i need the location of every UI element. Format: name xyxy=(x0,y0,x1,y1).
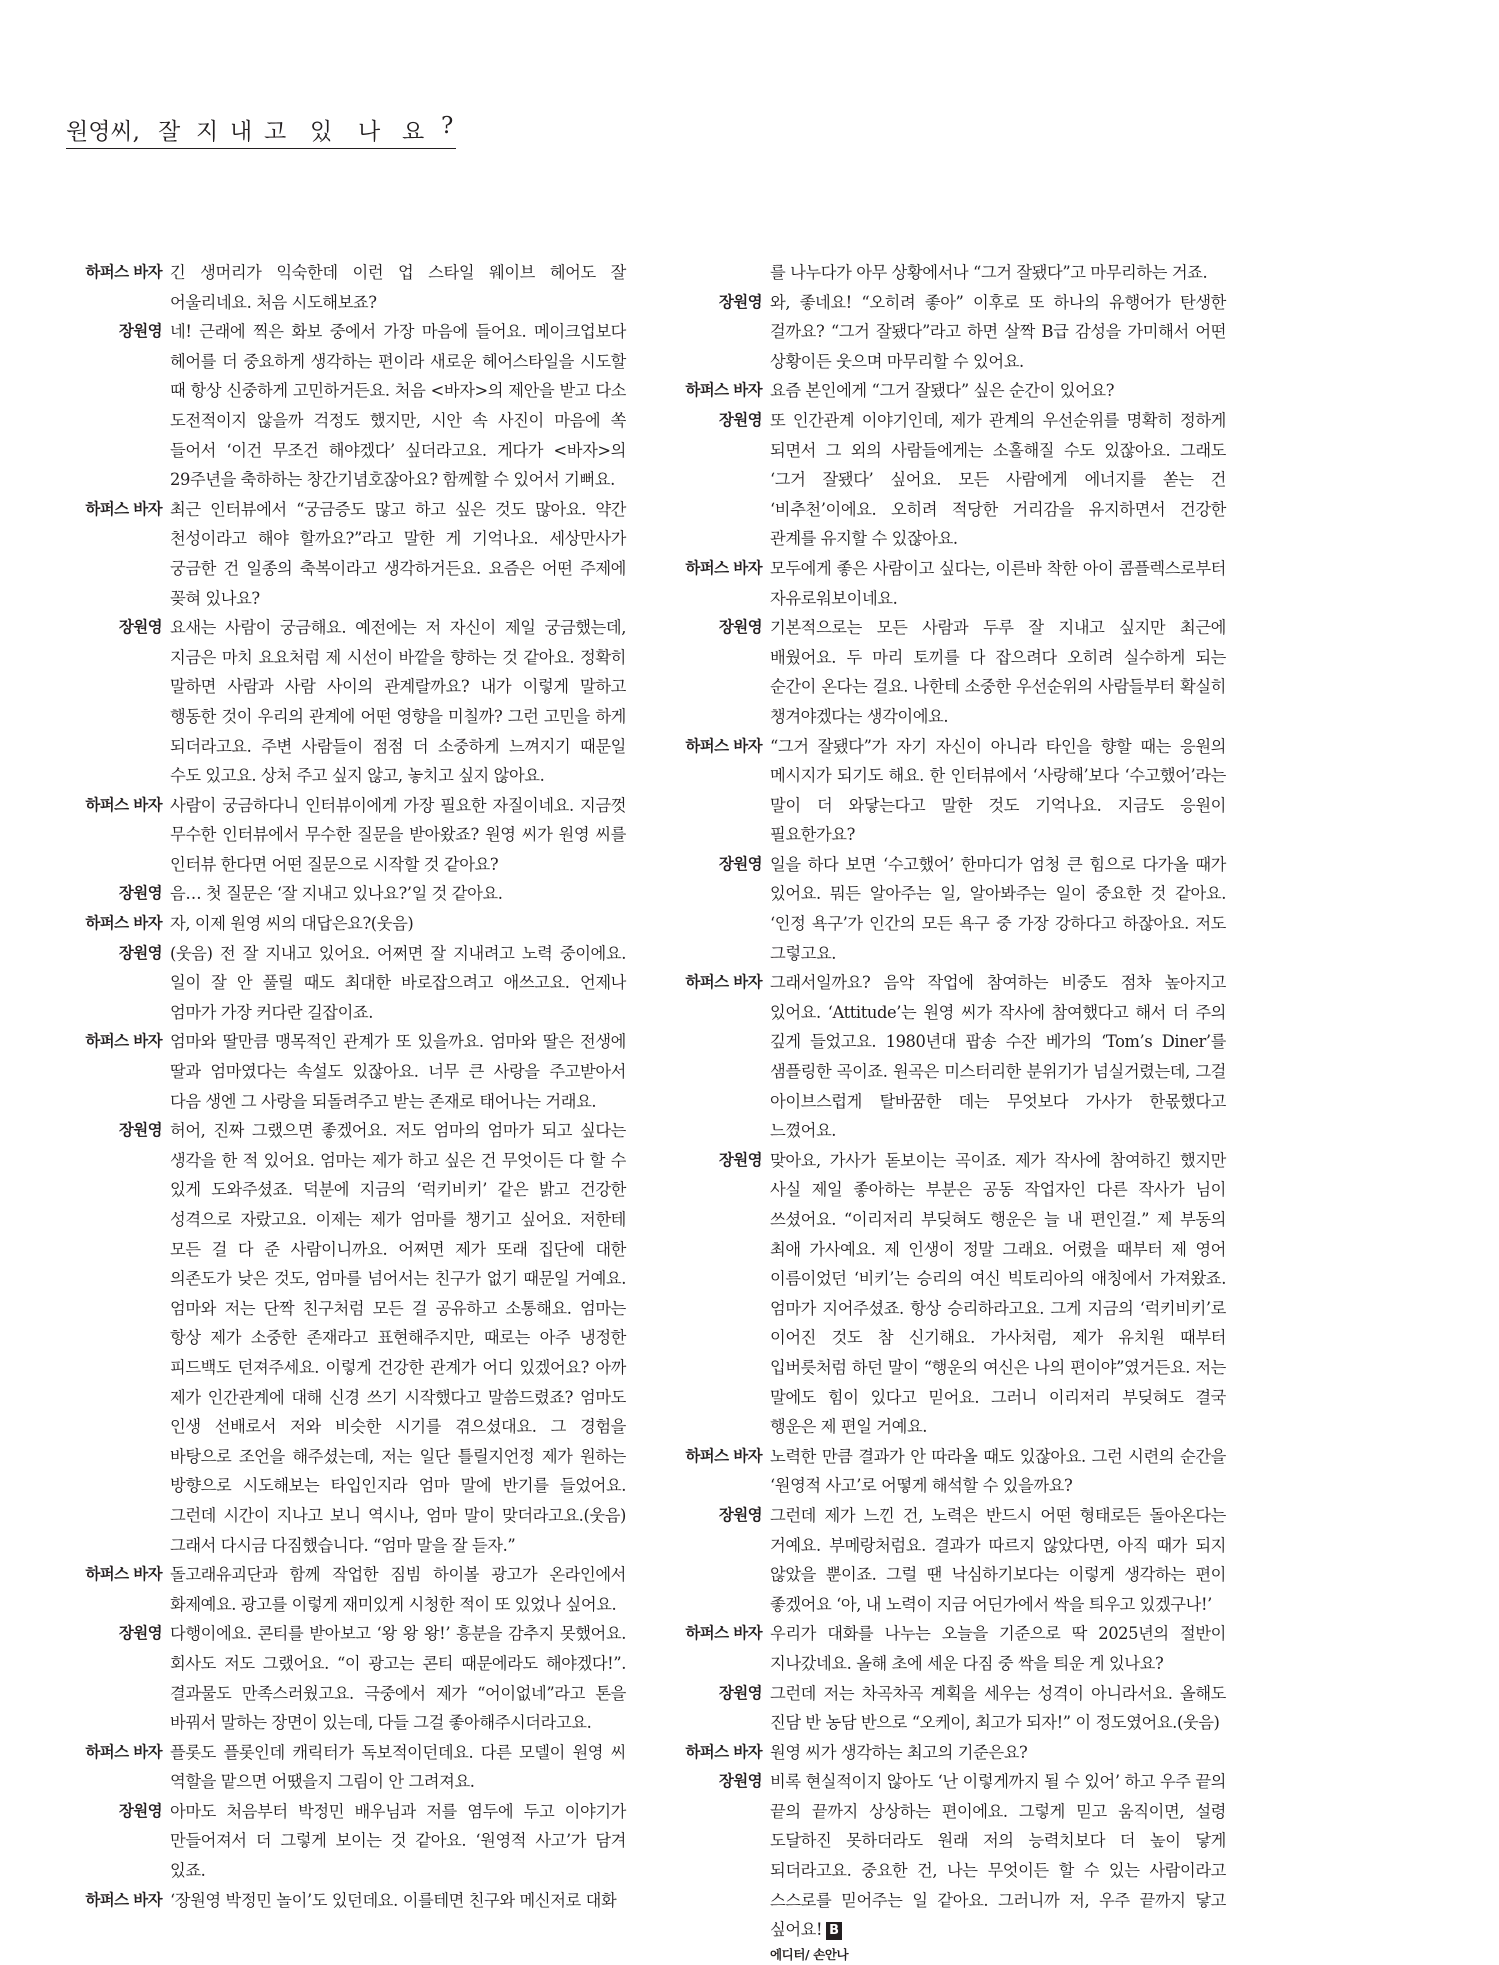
continued-text xyxy=(666,258,1226,288)
interview-right-column xyxy=(666,258,1226,1965)
paragraph-span: ‘장원영 박정민 놀이’도 있던데요. 이를테면 친구와 메신저로 대화 xyxy=(170,1890,617,1910)
speaker-interviewee: 장원영 xyxy=(118,1801,162,1820)
paragraph-span: 최근 인터뷰에서 “궁금증도 많고 하고 싶은 것도 많아요. 약간 천성이라고 해야 할까요?”라고 말한 게 기억나요. 세상만사가 궁금한 건 일종의 축복이라고 생각하거든요. 요즘은 어떤 주제에 꽂혀 있나요? xyxy=(170,499,626,608)
paragraph-span: 음… 첫 질문은 ‘잘 지내고 있나요?’일 것 같아요. xyxy=(170,884,503,904)
answer-block xyxy=(666,1501,1226,1619)
answer-block xyxy=(66,879,626,909)
question-block xyxy=(66,909,626,939)
editor-credit: 에디터/ 손안나 xyxy=(770,1946,849,1962)
speaker-interviewee: 장원영 xyxy=(718,1683,762,1702)
speaker-interviewer: 하퍼스 바자 xyxy=(85,795,162,814)
paragraph-text xyxy=(770,732,1226,850)
speaker-interviewer: 하퍼스 바자 xyxy=(685,1742,762,1761)
speaker-interviewee: 장원영 xyxy=(718,292,762,311)
paragraph-span: 원영 씨가 생각하는 최고의 기준은요? xyxy=(770,1742,1028,1762)
interview-left-column xyxy=(66,258,626,1915)
speaker-interviewee: 장원영 xyxy=(718,1150,762,1169)
paragraph-span: 요즘 본인에게 “그거 잘됐다” 싶은 순간이 있어요? xyxy=(770,381,1115,401)
paragraph-text xyxy=(770,850,1226,968)
speaker-interviewer: 하퍼스 바자 xyxy=(85,914,162,933)
question-block xyxy=(66,791,626,880)
paragraph-span: 다행이에요. 콘티를 받아보고 ‘왕 왕 왕!’ 흥분을 감추지 못했어요. 회사도 저도 그랬어요. “이 광고는 콘티 때문에라도 해야겠다!”. 결과물도 만족스러웠고요. 극중에서 제가 “어이없네”라고 톤을 바꿔서 말하는 장면이 있는데, 다들 그걸 좋아해주시더라고요. xyxy=(170,1624,626,1733)
paragraph-span: 엄마와 딸만큼 맹목적인 관계가 또 있을까요. 엄마와 딸은 전생에 딸과 엄마였다는 속설도 있잖아요. 너무 큰 사랑을 주고받아서 다음 생엔 그 사랑을 되돌려주고 받는 존재로 태어나는 거래요. xyxy=(170,1032,626,1111)
paragraph-text xyxy=(770,1767,1226,1945)
headline-part: 요 xyxy=(402,119,425,145)
paragraph-span: 긴 생머리가 익숙한데 이런 업 스타일 웨이브 헤어도 잘 어울리네요. 처음 시도해보죠? xyxy=(170,263,626,312)
question-block xyxy=(66,495,626,613)
answer-block xyxy=(66,1116,626,1560)
paragraph-text xyxy=(170,258,626,317)
paragraph-span: 돌고래유괴단과 함께 작업한 짐빔 하이볼 광고가 온라인에서 화제예요. 광고를 이렇게 재미있게 시청한 적이 또 있었나 싶어요. xyxy=(170,1565,626,1614)
speaker-interviewer: 하퍼스 바자 xyxy=(85,1742,162,1761)
paragraph-span: 그래서일까요? 음악 작업에 참여하는 비중도 점차 높아지고 있어요. ‘Attitude’는 원영 씨가 작사에 참여했다고 해서 더 주의 깊게 들었고요. 1980년대 팝송 수잔 베가의 ‘Tom’s Diner’를 샘플링한 곡이죠. 원곡은 미스터리한 분위기가 넘실거렸는데, 그걸 아이브스럽게 탈바꿈한 데는 무엇보다 가사가 한몫했다고 느꼈어요. xyxy=(770,973,1226,1141)
speaker-interviewee: 장원영 xyxy=(118,884,162,903)
paragraph-span: 또 인간관계 이야기인데, 제가 관계의 우선순위를 명확히 정하게 되면서 그 외의 사람들에게는 소홀해질 수도 있잖아요. 그래도 ‘그거 잘됐다’ 싶어요. 모든 사람에게 에너지를 쏟는 건 ‘비추천’이에요. 오히려 적당한 거리감을 유지하면서 건강한 관계를 유지할 수 있잖아요. xyxy=(770,410,1226,549)
answer-block xyxy=(666,850,1226,968)
speaker-interviewee: 장원영 xyxy=(718,854,762,873)
answer-block xyxy=(66,613,626,791)
speaker-interviewee: 장원영 xyxy=(718,1772,762,1791)
paragraph-text xyxy=(770,1501,1226,1619)
paragraph-span: (웃음) 전 잘 지내고 있어요. 어쩌면 잘 지내려고 노력 중이에요. 일이 잘 안 풀릴 때도 최대한 바로잡으려고 애쓰고요. 언제나 엄마가 가장 커다란 길잡이죠. xyxy=(170,943,626,1022)
paragraph-span: 노력한 만큼 결과가 안 따라올 때도 있잖아요. 그런 시련의 순간을 ‘원영적 사고’로 어떻게 해석할 수 있을까요? xyxy=(770,1446,1226,1496)
answer-block xyxy=(66,317,626,495)
paragraph-span: 모두에게 좋은 사람이고 싶다는, 이른바 착한 아이 콤플렉스로부터 자유로워보이네요. xyxy=(770,558,1226,608)
paragraph-text xyxy=(770,1146,1226,1442)
paragraph-span: 아마도 처음부터 박정민 배우님과 저를 염두에 두고 이야기가 만들어져서 더 그렇게 보이는 것 같아요. ‘원영적 사고’가 담겨 있죠. xyxy=(170,1801,626,1881)
speaker-interviewer: 하퍼스 바자 xyxy=(85,263,162,281)
paragraph-text xyxy=(770,968,1226,1146)
paragraph-text xyxy=(170,1886,626,1916)
paragraph-text xyxy=(170,317,626,495)
answer-block xyxy=(666,613,1226,731)
question-block xyxy=(666,376,1226,406)
paragraph-text xyxy=(170,879,626,909)
speaker-interviewer: 하퍼스 바자 xyxy=(685,1624,762,1643)
answer-block xyxy=(666,1679,1226,1738)
speaker-interviewer: 하퍼스 바자 xyxy=(685,736,762,755)
paragraph-span: 허어, 진짜 그랬으면 좋겠어요. 저도 엄마의 엄마가 되고 싶다는 생각을 한 적 있어요. 엄마는 제가 하고 싶은 건 무엇이든 다 할 수 있게 도와주셨죠. 덕분에 지금의 ‘럭키비키’ 같은 밝고 건강한 성격으로 자랐고요. 이제는 제가 엄마를 챙기고 싶어요. 저한테 모든 걸 다 준 사람이니까요. 어쩌면 제가 또래 집단에 대한 의존도가 낮은 것도, 엄마를 넘어서는 친구가 없기 때문일 거예요. 엄마와 저는 단짝 친구처럼 모든 걸 공유하고 소통해요. 엄마는 항상 제가 소중한 존재라고 표현해주지만, 때로는 아주 냉정한 피드백도 던져주세요. 이렇게 건강한 관계가 어디 있겠어요? 아까 제가 인간관계에 대해 신경 쓰기 시작했다고 말씀드렸죠? 엄마도 인생 선배로서 저와 비슷한 시기를 겪으셨대요. 그 경험을 바탕으로 조언을 해주셨는데, 저는 일단 틀릴지언정 제가 원하는 방향으로 시도해보는 타입인지라 엄마 말에 반기를 들었어요. 그런데 시간이 지나고 보니 역시나, 엄마 말이 맞더라고요.(웃음) 그래서 다시금 다짐했습니다. “엄마 말을 잘 듣자.” xyxy=(170,1121,626,1555)
question-block xyxy=(666,732,1226,850)
speaker-interviewer: 하퍼스 바자 xyxy=(85,1890,162,1909)
question-block xyxy=(666,1738,1226,1768)
headline-part: 내 xyxy=(230,119,253,145)
headline xyxy=(66,110,456,149)
speaker-interviewer: 하퍼스 바자 xyxy=(685,381,762,400)
paragraph-text xyxy=(170,495,626,613)
headline-part: 있 xyxy=(310,119,333,145)
answer-block xyxy=(66,1619,626,1737)
paragraph-span: 와, 좋네요! “오히려 좋아” 이후로 또 하나의 유행어가 탄생한 걸까요? “그거 잘됐다”라고 하면 살짝 B급 감성을 가미해서 어떤 상황이든 웃으며 마무리할 수 있어요. xyxy=(770,292,1226,371)
paragraph-span: 기본적으로는 모든 사람과 두루 잘 지내고 싶지만 최근에 배웠어요. 두 마리 토끼를 다 잡으려다 오히려 실수하게 되는 순간이 온다는 걸요. 나한테 소중한 우선순위의 사람들부터 확실히 챙겨야겠다는 생각이에요. xyxy=(770,618,1226,726)
headline-part: ? xyxy=(441,113,454,139)
paragraph-span: 맞아요, 가사가 돋보이는 곡이죠. 제가 작사에 참여하긴 했지만 사실 제일 좋아하는 부분은 공동 작업자인 다른 작사가 님이 쓰셨어요. “이리저리 부딪혀도 행운은 늘 내 편인걸.” 제 부동의 최애 가사예요. 제 인생이 정말 그래요. 어렸을 때부터 제 영어 이름이었던 ‘비키’는 승리의 여신 빅토리아의 애칭에서 가져왔죠. 엄마가 지어주셨죠. 항상 승리하라고요. 그게 지금의 ‘럭키비키’로 이어진 것도 참 신기해요. 가사처럼, 제가 유치원 때부터 입버릇처럼 하던 말이 “행운의 여신은 나의 편이야”였거든요. 저는 말에도 힘이 있다고 믿어요. 그러니 이리저리 부딪혀도 결국 행운은 제 편일 거예요. xyxy=(770,1150,1226,1437)
paragraph-span: 그런데 저는 차곡차곡 계획을 세우는 성격이 아니라서요. 올해도 진담 반 농담 반으로 “오케이, 최고가 되자!” 이 정도였어요.(웃음) xyxy=(770,1683,1226,1733)
paragraph-span: 비록 현실적이지 않아도 ‘난 이렇게까지 될 수 있어’ 하고 우주 끝의 끝의 끝까지 상상하는 편이에요. 그렇게 믿고 움직이면, 설령 도달하진 못하더라도 원래 저의 능력치보다 더 높이 닿게 되더라고요. 중요한 건, 나는 무엇이든 할 수 있는 사람이라고 스스로를 믿어주는 일 같아요. 그러니까 저, 우주 끝까지 닿고 싶어요! xyxy=(770,1772,1226,1940)
paragraph-text xyxy=(170,1619,626,1737)
paragraph-span: “그거 잘됐다”가 자기 자신이 아니라 타인을 향할 때는 응원의 메시지가 되기도 해요. 한 인터뷰에서 ‘사랑해’보다 ‘수고했어’라는 말이 더 와닿는다고 말한 것도 기억나요. 지금도 응원이 필요한가요? xyxy=(770,736,1226,845)
headline-part: 잘 xyxy=(158,119,181,145)
speaker-interviewer: 하퍼스 바자 xyxy=(85,1032,162,1051)
paragraph-text xyxy=(770,554,1226,613)
headline-part: 나 xyxy=(358,119,381,145)
question-block xyxy=(666,554,1226,613)
paragraph-text xyxy=(170,1116,626,1560)
paragraph-text xyxy=(170,1027,626,1116)
end-mark-icon: B xyxy=(826,1922,842,1940)
speaker-interviewee: 장원영 xyxy=(118,1624,162,1643)
paragraph-text xyxy=(770,1679,1226,1738)
question-block xyxy=(66,258,626,317)
speaker-interviewee: 장원영 xyxy=(718,618,762,637)
question-block xyxy=(66,1738,626,1797)
paragraph-span: 네! 근래에 찍은 화보 중에서 가장 마음에 들어요. 메이크업보다 헤어를 더 중요하게 생각하는 편이라 새로운 헤어스타일을 시도할 때 항상 신중하게 고민하거든요. 처음 <바자>의 제안을 받고 다소 도전적이지 않을까 걱정도 했지만, 시안 속 사진이 마음에 쏙 들어서 ‘이건 무조건 해야겠다’ 싶더라고요. 게다가 <바자>의 29주년을 축하하는 창간기념호잖아요? 함께할 수 있어서 기뻐요. xyxy=(170,322,626,490)
paragraph-text xyxy=(770,406,1226,554)
paragraph-span: 그런데 제가 느낀 건, 노력은 반드시 어떤 형태로든 돌아온다는 거예요. 부메랑처럼요. 결과가 따르지 않았다면, 아직 때가 되지 않았을 뿐이죠. 그럴 땐 낙심하기보다는 이렇게 생각하는 편이 좋겠어요 ‘아, 내 노력이 지금 어딘가에서 싹을 틔우고 있겠구나!’ xyxy=(770,1505,1226,1614)
paragraph-text xyxy=(170,1797,626,1886)
paragraph-span: 사람이 궁금하다니 인터뷰이에게 가장 필요한 자질이네요. 지금껏 무수한 인터뷰에서 무수한 질문을 받아왔죠? 원영 씨가 원영 씨를 인터뷰 한다면 어떤 질문으로 시작할 것 같아요? xyxy=(170,795,626,874)
paragraph-span: 자, 이제 원영 씨의 대답은요?(웃음) xyxy=(170,914,414,934)
speaker-interviewer: 하퍼스 바자 xyxy=(685,558,762,577)
question-block xyxy=(66,1027,626,1116)
answer-block xyxy=(66,939,626,1028)
paragraph-text xyxy=(170,1738,626,1797)
speaker-interviewer: 하퍼스 바자 xyxy=(85,499,162,518)
answer-block xyxy=(666,1767,1226,1945)
speaker-interviewee: 장원영 xyxy=(718,1505,762,1524)
question-block xyxy=(666,1442,1226,1501)
paragraph-text xyxy=(770,376,1226,406)
paragraph-text xyxy=(666,258,1226,288)
question-block xyxy=(666,968,1226,1146)
speaker-interviewer: 하퍼스 바자 xyxy=(685,973,762,992)
paragraph-span: 일을 하다 보면 ‘수고했어’ 한마디가 엄청 큰 힘으로 다가올 때가 있어요. 뭐든 알아주는 일, 알아봐주는 일이 중요한 것 같아요. ‘인정 욕구’가 인간의 모든 욕구 중 가장 강하다고 하잖아요. 저도 그렇고요. xyxy=(770,854,1226,963)
paragraph-span: 요새는 사람이 궁금해요. 예전에는 저 자신이 제일 궁금했는데, 지금은 마치 요요처럼 제 시선이 바깥을 향하는 것 같아요. 정확히 말하면 사람과 사람 사이의 관계랄까요? 내가 이렇게 말하고 행동한 것이 우리의 관계에 어떤 영향을 미칠까? 그런 고민을 하게 되더라고요. 주변 사람들이 점점 더 소중하게 느껴지기 때문일 수도 있고요. 상처 주고 싶지 않고, 놓치고 싶지 않아요. xyxy=(170,618,626,786)
paragraph-text xyxy=(770,1738,1226,1768)
paragraph-span: 플롯도 플롯인데 캐릭터가 독보적이던데요. 다른 모델이 원영 씨 역할을 맡으면 어땠을지 그림이 안 그려져요. xyxy=(170,1742,626,1792)
paragraph-text xyxy=(770,1442,1226,1501)
answer-block xyxy=(666,288,1226,377)
headline-part: 지 xyxy=(196,119,219,145)
answer-block xyxy=(666,406,1226,554)
paragraph-text xyxy=(170,909,626,939)
paragraph-text xyxy=(770,613,1226,731)
paragraph-span: 를 나누다가 아무 상황에서나 “그거 잘됐다”고 마무리하는 거죠. xyxy=(770,263,1208,282)
speaker-interviewee: 장원영 xyxy=(118,1121,162,1140)
paragraph-text xyxy=(770,1619,1226,1678)
paragraph-text xyxy=(770,288,1226,377)
headline-part: 원영씨, xyxy=(66,119,140,145)
speaker-interviewee: 장원영 xyxy=(118,618,162,637)
question-block xyxy=(666,1619,1226,1678)
paragraph-text xyxy=(170,939,626,1028)
answer-block xyxy=(66,1797,626,1886)
paragraph-span: 우리가 대화를 나누는 오늘을 기준으로 딱 2025년의 절반이 지나갔네요. 올해 초에 세운 다짐 중 싹을 틔운 게 있나요? xyxy=(770,1624,1226,1673)
speaker-interviewer: 하퍼스 바자 xyxy=(685,1446,762,1465)
paragraph-text xyxy=(170,791,626,880)
question-block xyxy=(66,1560,626,1619)
speaker-interviewer: 하퍼스 바자 xyxy=(85,1565,162,1584)
question-block xyxy=(66,1886,626,1916)
speaker-interviewee: 장원영 xyxy=(118,943,162,962)
speaker-interviewee: 장원영 xyxy=(118,322,162,341)
speaker-interviewee: 장원영 xyxy=(718,410,762,429)
headline-part: 고 xyxy=(264,119,287,145)
paragraph-text xyxy=(170,1560,626,1619)
paragraph-text xyxy=(170,613,626,791)
answer-block xyxy=(666,1146,1226,1442)
